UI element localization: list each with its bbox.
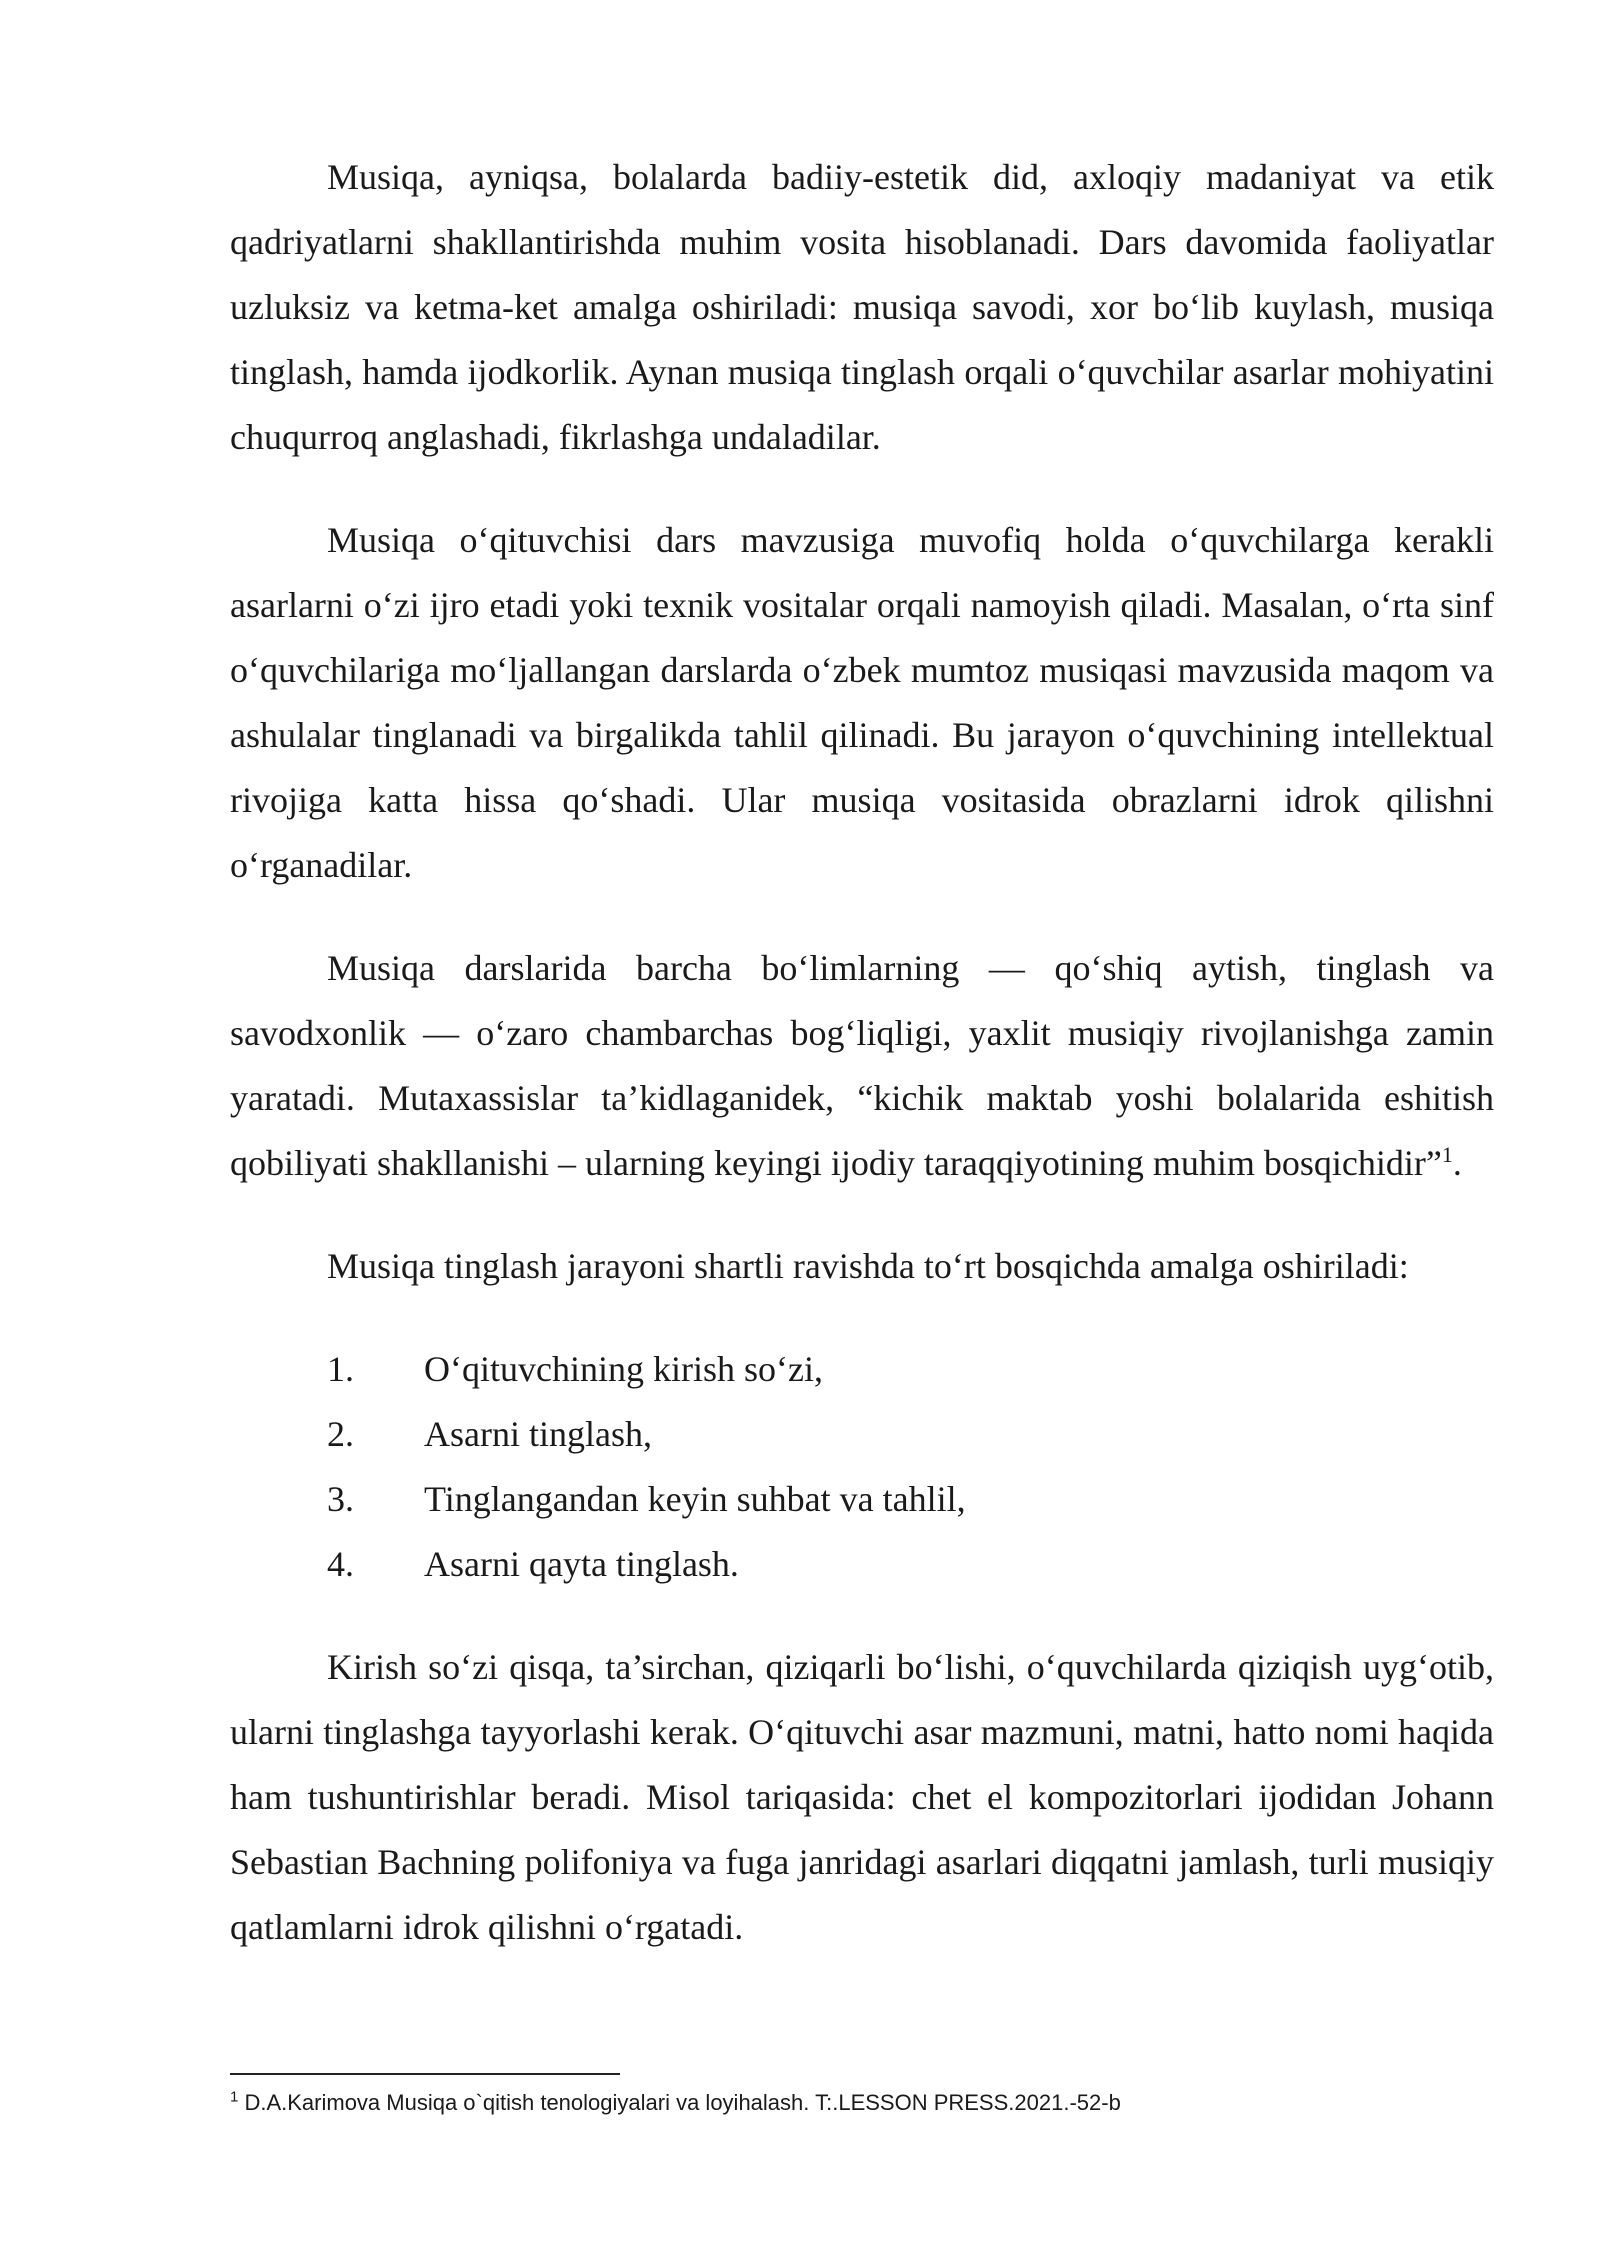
footnote-reference[interactable]: 1 [1441,1142,1453,1167]
footnote-marker: 1 [230,2088,239,2106]
paragraph-1: Musiqa, ayniqsa, bolalarda badiiy-estetik did, axloqiy madaniyat va etik qadriyatlarni shakllantirishda muhim vosita hisoblanadi. Dars davomida faoliyatlar uzluksiz va ketma-ket amalga oshiriladi: musiqa savodi, xor bo‘lib kuylash, musiqa tinglash, hamda ijodkorlik. Aynan musiqa tinglash orqali o‘quvchilar asarlar mohiyatini chuqurroq anglashadi, fikrlashga undaladilar. [230,157,1494,457]
footnote-separator [230,2073,620,2075]
paragraph-2: Musiqa o‘qituvchisi dars mavzusiga muvofiq holda o‘quvchilarga kerakli asarlarni o‘zi ijro etadi yoki texnik vositalar orqali namoyish qiladi. Masalan, o‘rta sinf o‘quvchilariga mo‘ljallangan darslarda o‘zbek mumtoz musiqasi mavzusida maqom va ashulalar tinglanadi va birgalikda tahlil qilinadi. Bu jarayon o‘quvchining intellektual rivojiga katta hissa qo‘shadi. Ular musiqa vositasida obrazlarni idrok qilishni o‘rganadilar. [230,520,1494,885]
footnote [230,2088,1494,2118]
paragraph-3-text: Musiqa darslarida barcha bo‘limlarning — qo‘shiq aytish, tinglash va savodxonlik — o‘zaro chambarchas bog‘liqligi, yaxlit musiqiy rivojlanishga zamin yaratadi. Mutaxassislar ta’kidlaganidek, “kichik maktab yoshi bolalarida eshitish qobiliyati shakllanishi – ularning keyingi ijodiy taraqqiyotining muhim bosqichidir” [230,948,1494,1183]
list-item-number: 2. [327,1414,354,1454]
paragraph-3-end: . [1452,1143,1462,1183]
list-item-text: Asarni tinglash, [424,1414,652,1454]
list-item-number: 1. [327,1349,354,1389]
list-item-number: 4. [327,1544,354,1584]
list-item [327,1337,1494,1402]
list-item-text: Asarni qayta tinglash. [424,1544,739,1584]
list-item-text: O‘qituvchining kirish so‘zi, [424,1349,823,1389]
paragraph-5: Kirish so‘zi qisqa, ta’sirchan, qiziqarli bo‘lishi, o‘quvchilarda qiziqish uyg‘otib, ularni tinglashga tayyorlashi kerak. O‘qituvchi asar mazmuni, matni, hatto nomi haqida ham tushuntirishlar beradi. Misol tariqasida: chet el kompozitorlari ijodidan Johann Sebastian Bachning polifoniya va fuga janridagi asarlari diqqatni jamlash, turli musiqiy qatlamlarni idrok qilishni o‘rgatadi. [230,1647,1494,1947]
list-item-text: Tinglangandan keyin suhbat va tahlil, [424,1479,966,1519]
list-item [327,1532,1494,1597]
body-text [230,145,1494,1960]
footnote-text: D.A.Karimova Musiqa o`qitish tenologiyalari va loyihalash. T:.LESSON PRESS.2021.-52-b [238,2090,1121,2115]
list-item-number: 3. [327,1479,354,1519]
paragraph-3 [230,936,1494,1196]
list-item [327,1402,1494,1467]
stages-list [327,1337,1494,1597]
paragraph-4: Musiqa tinglash jarayoni shartli ravishda to‘rt bosqichda amalga oshiriladi: [327,1246,1409,1286]
list-item [327,1467,1494,1532]
